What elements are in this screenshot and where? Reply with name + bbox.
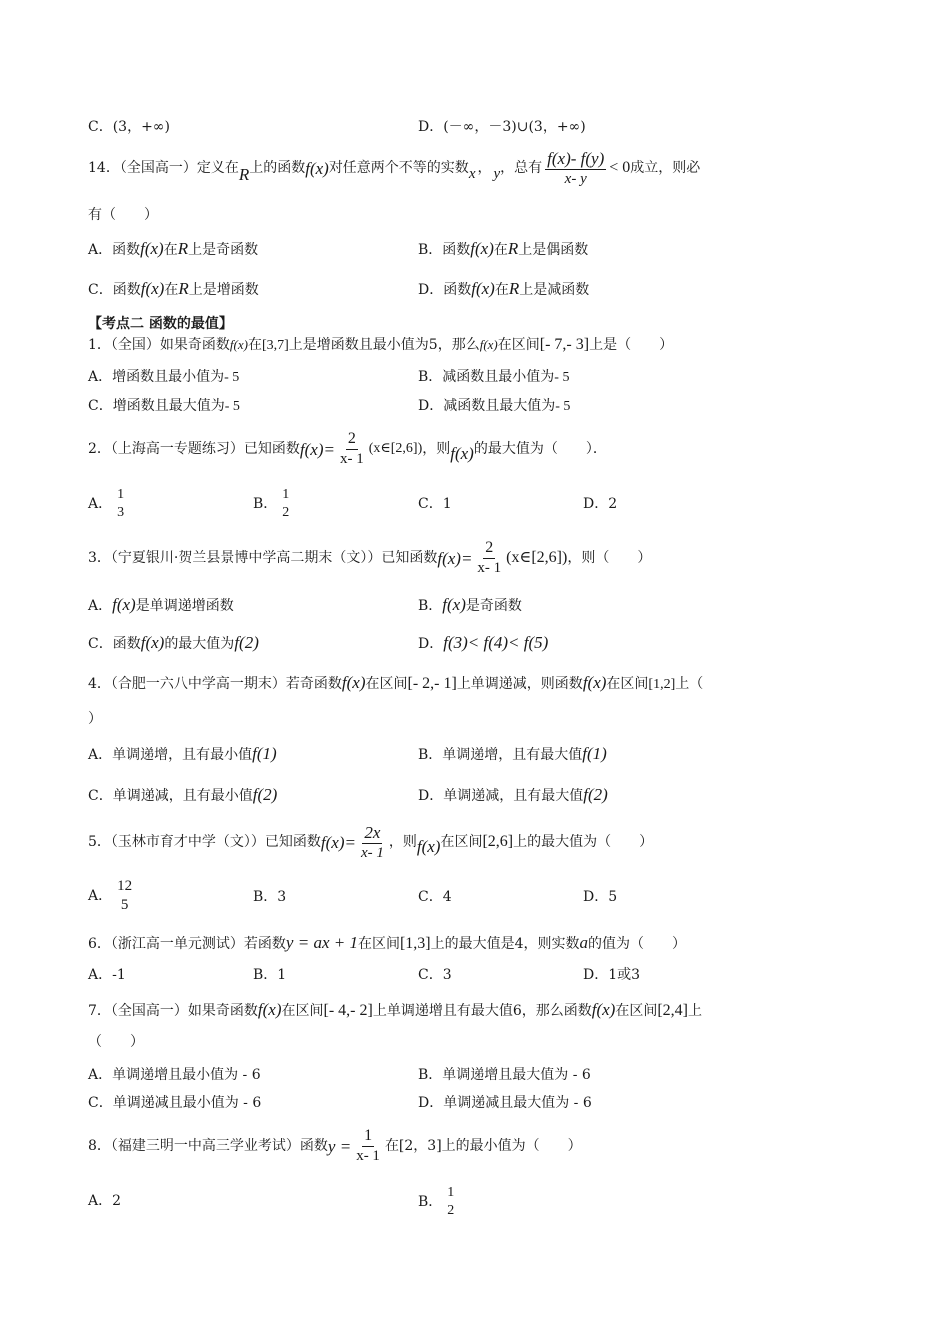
fraction: 1 2 [447, 1185, 455, 1218]
question-7-cont: （ ） [88, 1034, 144, 1050]
option-d: D．单调递减，且有最大值f(2) [418, 785, 608, 804]
question-1: 1．（全国）如果奇函数f(x)在[3,7]上是增函数且最小值为5，那么f(x)在区间[- 7,- 3]上是（ ） [88, 336, 674, 353]
fraction: $\frac{2}{x- 1}$ [477, 539, 502, 576]
fraction: 1 3 [117, 487, 125, 520]
option-b: B． 1 2 [253, 487, 290, 520]
option-b: B．f(x)是奇函数 [418, 595, 522, 614]
option-d: D．(－∞，－3)∪(3，+∞) [418, 119, 586, 135]
option-a: A．单调递增且最小值为 - 6 [88, 1067, 261, 1083]
question-14-cont: 有（ ） [88, 207, 158, 223]
question-14: 14．（全国高一）定义在 R 上的函数 f(x) 对任意两个不等的实数 x ， y ，总有 $\frac{f(x)- f(y)}{x- y}$ < 0 成立，则必 [88, 148, 701, 187]
fraction: $\frac{f(x)- f(y)}{x- y}$ [547, 148, 605, 187]
question-4-cont: ） [88, 711, 102, 727]
option-b: B． 1 2 [418, 1185, 455, 1218]
option-c: C．增函数且最大值为- 5 [88, 398, 240, 414]
option-a: A．函数f(x)在R上是奇函数 [88, 239, 259, 258]
option-c: C．(3，+∞) [88, 119, 170, 135]
option-a: A．2 [88, 1193, 122, 1209]
option-d: D．减函数且最大值为- 5 [418, 398, 571, 414]
section-heading: 【考点二 函数的最值】 [88, 316, 233, 332]
fraction: $\frac{2x}{x- 1}$ [360, 822, 384, 861]
question-3: 3．（宁夏银川·贺兰县景博中学高二期末（文））已知函数 f(x)= $\frac{2}{x- 1}$ (x∈[2,6]) ，则（ ） [88, 539, 652, 576]
fraction: $\frac{2}{x- 1}$ [339, 430, 364, 467]
question-5: 5．（玉林市育才中学（文））已知函数 f(x)= $\frac{2x}{x- 1}$ ，则 f(x) 在区间 [2,6] 上的最大值为（ ） [88, 822, 654, 861]
option-b: B．减函数且最小值为- 5 [418, 369, 570, 385]
option-c: C．1 [418, 496, 452, 512]
option-a: A．-1 [88, 967, 126, 983]
option-c: C．3 [418, 967, 452, 983]
question-8: 8．（福建三明一中高三学业考试）函数 y = $\frac{1}{x- 1}$ 在[2，3]上的最小值为（ ） [88, 1127, 582, 1164]
option-a: A．单调递增，且有最小值f(1) [88, 744, 277, 763]
option-c: C．单调递减且最小值为 - 6 [88, 1095, 262, 1111]
option-a: A．增函数且最小值为- 5 [88, 369, 240, 385]
option-b: B．3 [253, 889, 287, 905]
option-d: D．函数f(x)在R上是减函数 [418, 279, 590, 298]
option-c: C．单调递减，且有最小值f(2) [88, 785, 278, 804]
option-b: B．单调递增且最大值为 - 6 [418, 1067, 591, 1083]
option-d: D．5 [583, 889, 618, 905]
option-d: D．f(3)< f(4)< f(5) [418, 633, 549, 652]
fraction: $\frac{1}{x- 1}$ [356, 1127, 380, 1164]
question-6: 6．（浙江高一单元测试）若函数y = ax + 1在区间[1,3]上的最大值是4，则实数a的值为（ ） [88, 933, 687, 952]
option-a: A． 12 5 [88, 878, 133, 913]
option-d: D．2 [583, 496, 618, 512]
option-b: B．1 [253, 967, 287, 983]
fraction: 1 2 [282, 487, 290, 520]
option-b: B．函数f(x)在R上是偶函数 [418, 239, 589, 258]
option-d: D．单调递减且最大值为 - 6 [418, 1095, 592, 1111]
option-c: C．函数f(x)的最大值为f(2) [88, 633, 259, 652]
question-2: 2．（上海高一专题练习）已知函数 f(x)= $\frac{2}{x- 1}$ (x∈[2,6]) ，则 f(x) 的最大值为（ ）． [88, 430, 607, 467]
question-4: 4．（合肥一六八中学高一期末）若奇函数f(x)在区间[- 2,- 1]上单调递减，则函数f(x)在区间[1,2]上（ [88, 673, 704, 692]
option-a: A．f(x)是单调递增函数 [88, 595, 234, 614]
option-a: A． 1 3 [88, 487, 125, 520]
option-c: C．4 [418, 889, 452, 905]
question-7: 7．（全国高一）如果奇函数f(x)在区间[- 4,- 2]上单调递增且有最大值6，那么函数f(x)在区间[2,4]上 [88, 1000, 702, 1019]
option-b: B．单调递增，且有最大值f(1) [418, 744, 607, 763]
option-c: C．函数f(x)在R上是增函数 [88, 279, 259, 298]
option-d: D．1或3 [583, 967, 641, 983]
fraction: 12 5 [117, 878, 133, 913]
